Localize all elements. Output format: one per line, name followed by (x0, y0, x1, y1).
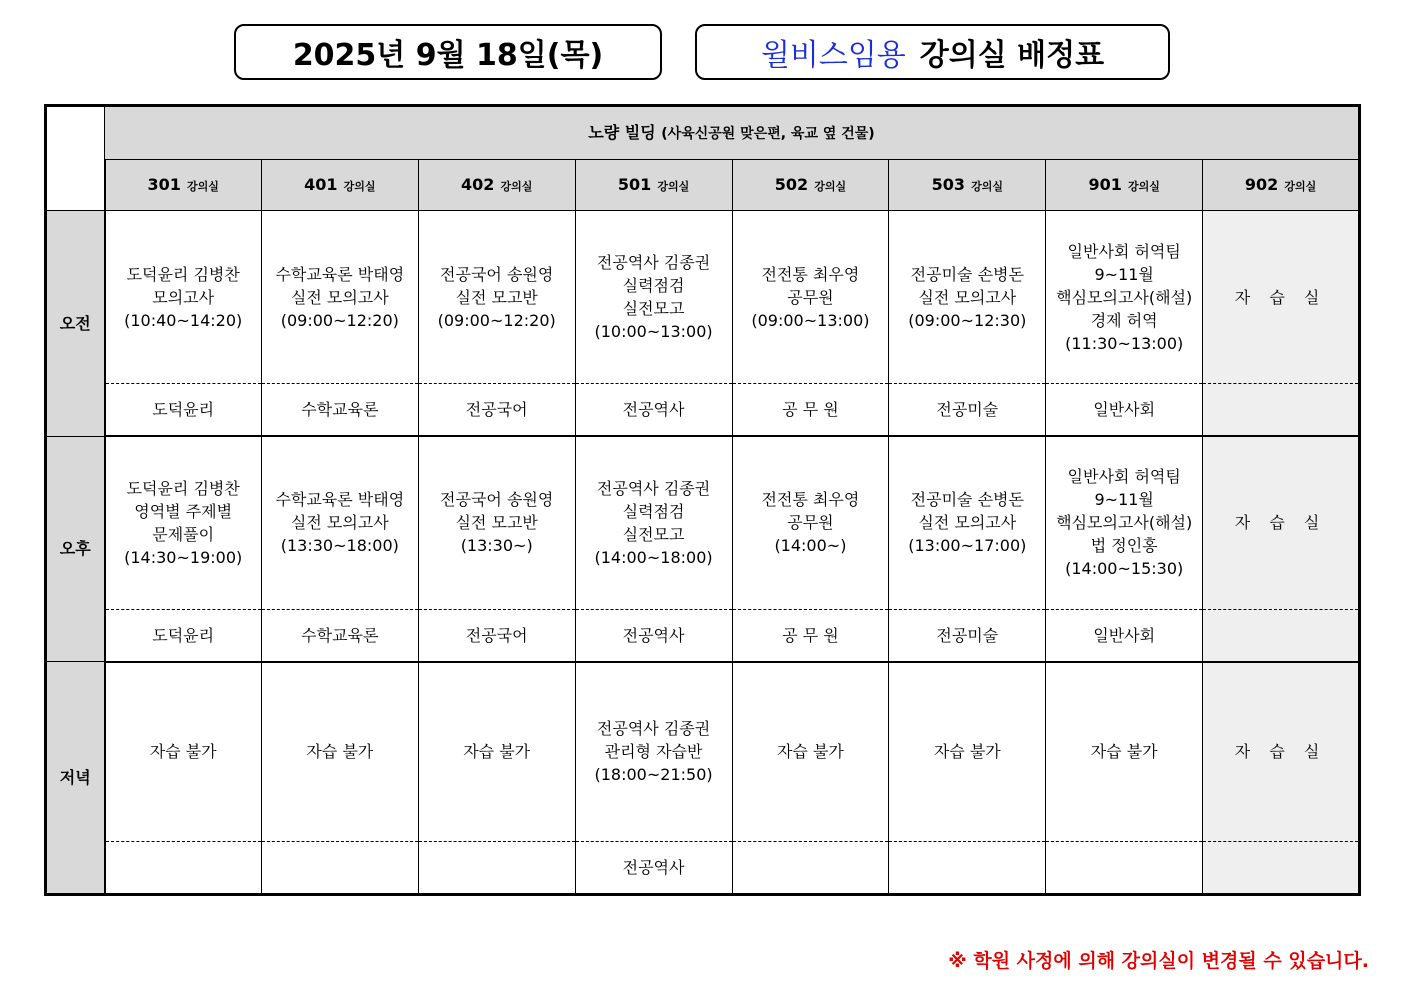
room-header-402 (418, 160, 575, 211)
schedule-cell: 전공국어 송원영 실전 모고반 (13:30~) (418, 436, 575, 609)
schedule-cell: 전공역사 김종권 관리형 자습반 (18:00~21:50) (575, 662, 732, 842)
subject-cell (1203, 609, 1360, 662)
subject-cell: 수학교육론 (261, 609, 418, 662)
schedule-cell: 자습 불가 (1046, 662, 1203, 842)
room-header-401 (261, 160, 418, 211)
schedule-cell: 도덕윤리 김병찬 모의고사 (10:40~14:20) (105, 211, 262, 384)
schedule-cell: 전공역사 김종권 실력점검 실전모고 (14:00~18:00) (575, 436, 732, 609)
subject-cell (1046, 842, 1203, 895)
room-suffix: 강의실 (343, 179, 376, 193)
date-text: 2025년 9월 18일(목) (292, 38, 604, 73)
schedule-cell: 자 습 실 (1203, 436, 1360, 609)
room-number: 503 (931, 174, 966, 194)
subject-cell: 공 무 원 (732, 609, 889, 662)
room-suffix: 강의실 (1284, 179, 1317, 193)
notice-text: ※ 학원 사정에 의해 강의실이 변경될 수 있습니다. (948, 950, 1369, 972)
subject-cell (732, 842, 889, 895)
subject-cell: 공 무 원 (732, 384, 889, 437)
period-label: 저녁 (46, 662, 105, 895)
title-text: 강의실 배정표 (919, 38, 1105, 73)
brand-name: 윌비스임용 (760, 38, 906, 73)
room-header-301 (105, 160, 262, 211)
date-title (234, 24, 662, 80)
subject-cell: 전공역사 (575, 842, 732, 895)
schedule-cell: 자습 불가 (261, 662, 418, 842)
room-suffix: 강의실 (186, 179, 219, 193)
subject-cell (1203, 384, 1360, 437)
schedule-cell: 자습 불가 (105, 662, 262, 842)
room-suffix: 강의실 (971, 179, 1003, 193)
schedule-cell: 전공국어 송원영 실전 모고반 (09:00~12:20) (418, 211, 575, 384)
subject-cell: 수학교육론 (261, 384, 418, 437)
room-header-502 (732, 160, 889, 211)
schedule-cell: 수학교육론 박태영 실전 모의고사 (13:30~18:00) (261, 436, 418, 609)
subject-cell (105, 842, 262, 895)
schedule-cell: 전공미술 손병돈 실전 모의고사 (13:00~17:00) (889, 436, 1046, 609)
subject-cell (261, 842, 418, 895)
subject-cell: 일반사회 (1046, 609, 1203, 662)
building-location: (사육신공원 맞은편, 육교 옆 건물) (661, 125, 875, 142)
room-suffix: 강의실 (657, 179, 690, 193)
room-number: 402 (461, 174, 495, 194)
subject-cell: 전공미술 (889, 609, 1046, 662)
subject-cell: 전공미술 (889, 384, 1046, 437)
schedule-cell: 자 습 실 (1203, 662, 1360, 842)
subject-cell: 도덕윤리 (105, 384, 262, 437)
schedule-cell: 자 습 실 (1203, 211, 1360, 384)
subject-row-1 (46, 609, 1360, 662)
room-header-901 (1046, 160, 1203, 211)
room-header-503 (889, 160, 1046, 211)
subject-cell: 도덕윤리 (105, 609, 262, 662)
subject-cell (1203, 842, 1360, 895)
period-row-0 (46, 211, 1360, 384)
room-header-902 (1203, 160, 1360, 211)
subject-cell (418, 842, 575, 895)
subject-cell: 전공국어 (418, 384, 575, 437)
subject-row-2 (46, 842, 1360, 895)
schedule-cell: 도덕윤리 김병찬 영역별 주제별 문제풀이 (14:30~19:00) (105, 436, 262, 609)
subject-row-0 (46, 384, 1360, 437)
building-header (105, 106, 1360, 160)
corner-cell (46, 106, 105, 211)
schedule-cell: 자습 불가 (889, 662, 1046, 842)
period-row-1 (46, 436, 1360, 609)
subject-cell: 전공역사 (575, 609, 732, 662)
subject-cell: 일반사회 (1046, 384, 1203, 437)
room-number: 902 (1244, 174, 1279, 194)
schedule-cell: 일반사회 허역팀 9~11월 핵심모의고사(해설) 경제 허역 (11:30~13:00) (1046, 211, 1203, 384)
subject-cell: 전공국어 (418, 609, 575, 662)
room-number: 501 (617, 174, 652, 194)
subject-cell: 전공역사 (575, 384, 732, 437)
period-label: 오후 (46, 436, 105, 662)
period-label: 오전 (46, 211, 105, 437)
room-suffix: 강의실 (1127, 179, 1160, 193)
room-header-501 (575, 160, 732, 211)
schedule-cell: 전공미술 손병돈 실전 모의고사 (09:00~12:30) (889, 211, 1046, 384)
schedule-cell: 전전통 최우영 공무원 (14:00~) (732, 436, 889, 609)
room-number: 401 (304, 174, 338, 194)
schedule-cell: 일반사회 허역팀 9~11월 핵심모의고사(해설) 법 정인홍 (14:00~15:30) (1046, 436, 1203, 609)
subject-cell (889, 842, 1046, 895)
building-name: 노량 빌딩 (588, 122, 656, 142)
room-number: 301 (147, 174, 181, 194)
room-number: 502 (774, 174, 809, 194)
page-title (695, 24, 1170, 80)
schedule-cell: 자습 불가 (732, 662, 889, 842)
schedule-cell: 수학교육론 박태영 실전 모의고사 (09:00~12:20) (261, 211, 418, 384)
room-suffix: 강의실 (814, 179, 847, 193)
schedule-cell: 전전통 최우영 공무원 (09:00~13:00) (732, 211, 889, 384)
room-suffix: 강의실 (500, 179, 533, 193)
classroom-schedule-table (44, 104, 1361, 896)
schedule-cell: 자습 불가 (418, 662, 575, 842)
schedule-cell: 전공역사 김종권 실력점검 실전모고 (10:00~13:00) (575, 211, 732, 384)
room-number: 901 (1088, 174, 1122, 194)
period-row-2 (46, 662, 1360, 842)
